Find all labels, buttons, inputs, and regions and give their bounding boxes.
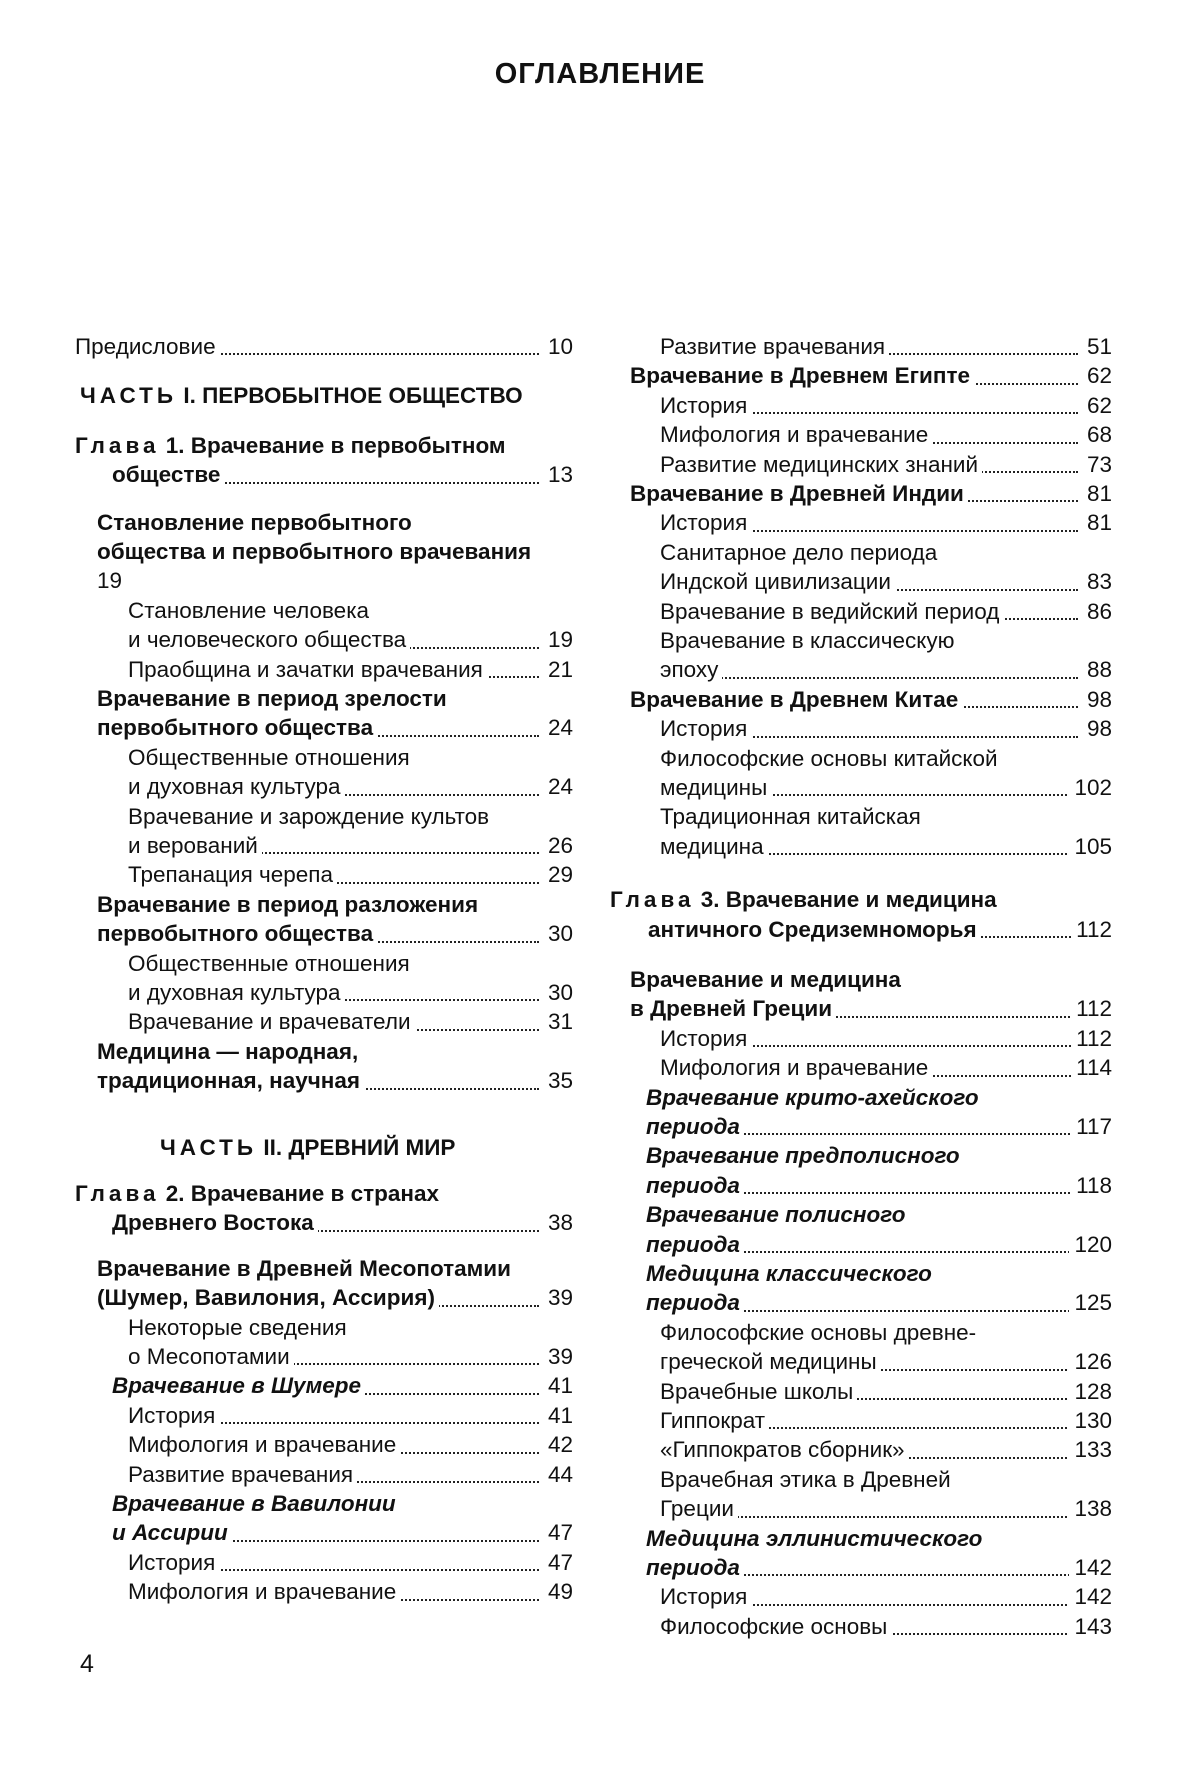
toc-entry[interactable] [75, 802, 573, 831]
toc-entry-title: Трепанация черепа [128, 860, 337, 889]
toc-left-column [75, 332, 573, 1682]
toc-entry[interactable] [75, 1371, 573, 1400]
toc-entry[interactable] [610, 1612, 1112, 1641]
toc-entry[interactable] [75, 743, 573, 772]
toc-entry-title: античного Средиземноморья [648, 915, 981, 944]
toc-page-number: 39 [543, 1342, 573, 1371]
toc-entry[interactable] [75, 1460, 573, 1489]
toc-entry[interactable] [610, 361, 1112, 390]
toc-entry-title: Мифология и врачевание [660, 420, 932, 449]
toc-entry-title: Врачевание полисного [646, 1202, 906, 1228]
toc-entry[interactable] [75, 1179, 573, 1208]
toc-page-number: 133 [1069, 1435, 1112, 1464]
toc-entry-title: Общественные отношения [128, 950, 410, 976]
toc-entry[interactable] [610, 1553, 1112, 1582]
toc-entry[interactable] [75, 1313, 573, 1342]
toc-entry-title: периода [646, 1112, 744, 1141]
toc-entry[interactable] [610, 1582, 1112, 1611]
toc-entry-title: греческой медицины [660, 1347, 881, 1376]
toc-page-number: 117 [1071, 1112, 1112, 1141]
toc-page-number: 19 [543, 625, 573, 654]
toc-entry[interactable] [610, 391, 1112, 420]
page-title: ОГЛАВЛЕНИЕ [494, 58, 706, 90]
toc-entry-title: Философские основы [660, 1612, 891, 1641]
toc-page-number: 98 [1082, 685, 1112, 714]
toc-entry-title: Врачевание в Древней Индии [630, 479, 968, 508]
toc-entry[interactable] [610, 1377, 1112, 1406]
toc-entry-title: Традиционная китайская [660, 804, 921, 830]
toc-entry[interactable] [75, 1007, 573, 1036]
toc-entry-title: Гиппократ [660, 1406, 769, 1435]
toc-entry-title: Врачевание и медицина [630, 967, 901, 992]
toc-page-number: 47 [543, 1548, 573, 1577]
toc-entry-title: Предисловие [75, 332, 220, 361]
part-heading: ЧАСТЬ II. ДРЕВНИЙ МИР [160, 1134, 456, 1160]
toc-entry-title: Философские основы древне- [660, 1319, 977, 1345]
toc-entry[interactable] [610, 1230, 1112, 1259]
toc-entry-title: и духовная культура [128, 978, 345, 1007]
toc-entry-title: История [128, 1548, 219, 1577]
toc-page-number: 102 [1069, 773, 1112, 802]
toc-entry[interactable] [610, 1024, 1112, 1053]
toc-entry-title: Врачевание в Шумере [112, 1371, 365, 1400]
toc-page-number: 62 [1082, 391, 1112, 420]
toc-entry-title: Врачевание и зарождение культов [128, 803, 490, 829]
toc-entry[interactable] [75, 508, 573, 537]
toc-entry-title: Общественные отношения [128, 744, 410, 770]
toc-page-number: 41 [543, 1401, 573, 1430]
toc-entry[interactable] [75, 1037, 573, 1066]
toc-entry-title: Мифология и врачевание [660, 1053, 932, 1082]
part-heading: ЧАСТЬ I. ПЕРВОБЫТНОЕ ОБЩЕСТВО [80, 383, 523, 409]
dot-leader [670, 677, 1078, 679]
toc-entry-title: История [128, 1401, 219, 1430]
toc-page-number: 112 [1071, 915, 1112, 944]
toc-entry[interactable] [75, 684, 573, 713]
toc-entry[interactable] [610, 332, 1112, 361]
toc-entry-title: периода [646, 1553, 744, 1582]
toc-entry[interactable] [75, 1342, 573, 1371]
toc-entry-title: Врачевание и врачеватели [128, 1007, 415, 1036]
toc-page-number: 128 [1069, 1377, 1112, 1406]
toc-entry-title: Санитарное дело периода [660, 539, 938, 565]
toc-entry-title: Глава 2. Врачевание в странах [75, 1181, 440, 1206]
toc-entry[interactable] [610, 450, 1112, 479]
toc-page-number: 13 [543, 460, 573, 489]
toc-entry-title: периода [646, 1288, 744, 1317]
toc-page-number: 24 [543, 713, 573, 742]
toc-entry-title: Врачевание крито-ахейского [646, 1084, 979, 1110]
toc-entry[interactable] [610, 655, 1112, 684]
toc-page-number: 35 [543, 1066, 573, 1095]
toc-entry-title: Становление первобытного [97, 509, 412, 535]
toc-page-number: 30 [543, 978, 573, 1007]
toc-entry[interactable] [75, 596, 573, 625]
toc-page-number: 21 [543, 655, 573, 684]
toc-entry-title: Медицина классического [646, 1261, 932, 1286]
toc-entry-title: Развитие медицинских знаний [660, 450, 982, 479]
toc-entry[interactable] [75, 1401, 573, 1430]
toc-entry[interactable] [610, 965, 1112, 994]
toc-entry-title: первобытного общества [97, 919, 377, 948]
toc-entry-title: Врачевание в ведийский период [660, 597, 1003, 626]
toc-entry-title: Некоторые сведения [128, 1314, 347, 1340]
toc-entry-title: Медицина эллинистического [646, 1525, 983, 1551]
toc-entry[interactable] [610, 773, 1112, 802]
toc-page-number: 24 [543, 772, 573, 801]
toc-entry-title: 19 [97, 568, 123, 594]
toc-entry[interactable] [75, 460, 573, 489]
toc-entry[interactable] [610, 1259, 1112, 1288]
toc-entry-title: Врачевание в Вавилонии [112, 1491, 396, 1516]
toc-entry-title: Философские основы китайской [660, 745, 998, 771]
toc-page-number: 73 [1082, 450, 1112, 479]
toc-entry[interactable] [75, 949, 573, 978]
toc-entry[interactable] [75, 381, 573, 410]
toc-page-number: 62 [1082, 361, 1112, 390]
toc-entry[interactable] [610, 1141, 1112, 1170]
toc-page-number: 44 [543, 1460, 573, 1489]
toc-entry-title: и духовная культура [128, 772, 345, 801]
toc-entry-title: История [660, 1582, 751, 1611]
toc-entry-title: первобытного общества [97, 713, 377, 742]
toc-page-number: 126 [1069, 1347, 1112, 1376]
toc-entry-title: Врачевание в Древней Месопотамии [97, 1255, 511, 1281]
toc-entry-title: общества и первобытного врачевания [97, 539, 532, 564]
toc-entry[interactable] [610, 567, 1112, 596]
toc-page-number: 31 [543, 1007, 573, 1036]
toc-entry[interactable] [75, 890, 573, 919]
toc-entry-title: традиционная, научная [97, 1066, 364, 1095]
toc-page-number: 49 [543, 1577, 573, 1606]
toc-page-number: 98 [1082, 714, 1112, 743]
toc-entry[interactable] [610, 508, 1112, 537]
toc-entry[interactable] [75, 919, 573, 948]
toc-entry[interactable] [610, 597, 1112, 626]
toc-entry[interactable] [75, 831, 573, 860]
toc-entry-title: медицина [660, 832, 768, 861]
toc-entry-title: и верований [128, 831, 262, 860]
toc-page-number: 130 [1069, 1406, 1112, 1435]
toc-entry[interactable] [610, 714, 1112, 743]
toc-entry-title: о Месопотамии [128, 1342, 294, 1371]
toc-page-number: 86 [1082, 597, 1112, 626]
toc-entry-title: Праобщина и зачатки врачевания [128, 655, 487, 684]
toc-entry[interactable] [75, 625, 573, 654]
toc-page-number: 143 [1069, 1612, 1112, 1641]
toc-page-number: 120 [1069, 1230, 1112, 1259]
toc-entry[interactable] [610, 994, 1112, 1023]
toc-entry[interactable] [610, 1053, 1112, 1082]
toc-entry-title: Врачевание в классическую [660, 628, 955, 653]
toc-entry-title: Индской цивилизации [660, 567, 895, 596]
toc-page-number: 81 [1082, 479, 1112, 508]
toc-entry-title: Развитие врачевания [128, 1460, 357, 1489]
toc-page-number: 112 [1071, 1024, 1112, 1053]
toc-entry[interactable] [75, 1518, 573, 1547]
toc-entry[interactable] [610, 538, 1112, 567]
toc-entry[interactable] [610, 1524, 1112, 1553]
toc-entry[interactable] [75, 1489, 573, 1518]
toc-entry-title: Врачевание в Древнем Египте [630, 361, 974, 390]
toc-entry[interactable] [610, 1494, 1112, 1523]
toc-page-number: 42 [543, 1430, 573, 1459]
toc-entry-title: Врачевание в Древнем Китае [630, 685, 962, 714]
toc-page-number: 51 [1082, 332, 1112, 361]
toc-right-column [610, 332, 1112, 1682]
toc-entry-title: медицины [660, 773, 771, 802]
toc-page-number: 83 [1082, 567, 1112, 596]
toc-entry[interactable] [610, 626, 1112, 655]
toc-page-number: 118 [1071, 1171, 1112, 1200]
toc-entry[interactable] [75, 772, 573, 801]
toc-page-number: 41 [543, 1371, 573, 1400]
toc-entry-title: Врачевание предполисного [646, 1143, 960, 1169]
toc-entry-title: Врачебная этика в Древней [660, 1466, 951, 1492]
toc-entry-title: обществе [112, 460, 224, 489]
toc-page-number: 68 [1082, 420, 1112, 449]
toc-page-number: 138 [1069, 1494, 1112, 1523]
toc-page-number: 38 [543, 1208, 573, 1237]
toc-entry[interactable] [610, 915, 1112, 944]
toc-page-number: 10 [543, 332, 573, 361]
toc-entry-title: Становление человека [128, 597, 370, 623]
toc-entry[interactable] [610, 1435, 1112, 1464]
toc-entry[interactable] [75, 1254, 573, 1283]
toc-entry-title: и Ассирии [112, 1518, 232, 1547]
toc-entry-title: Греции [660, 1494, 738, 1523]
toc-entry[interactable] [610, 744, 1112, 773]
toc-entry-title: Глава 1. Врачевание в первобытном [75, 432, 506, 458]
toc-entry[interactable] [75, 1548, 573, 1577]
toc-entry-title: Древнего Востока [112, 1208, 318, 1237]
toc-page-number: 29 [543, 860, 573, 889]
toc-entry-title: Врачебные школы [660, 1377, 857, 1406]
toc-entry[interactable] [610, 802, 1112, 831]
toc-entry[interactable] [75, 566, 573, 595]
toc-entry-title: периода [646, 1230, 744, 1259]
toc-entry[interactable] [75, 1430, 573, 1459]
toc-entry[interactable] [75, 713, 573, 742]
toc-entry[interactable] [610, 420, 1112, 449]
toc-entry-title: История [660, 1024, 751, 1053]
toc-entry[interactable] [610, 1465, 1112, 1494]
toc-page-number: 81 [1082, 508, 1112, 537]
toc-entry[interactable] [610, 1318, 1112, 1347]
toc-entry[interactable] [75, 537, 573, 566]
toc-entry-title: и человеческого общества [128, 625, 410, 654]
toc-page-number: 39 [543, 1283, 573, 1312]
toc-entry[interactable] [610, 1406, 1112, 1435]
toc-entry[interactable] [610, 1347, 1112, 1376]
toc-entry[interactable] [75, 1066, 573, 1095]
toc-entry-title: Глава 3. Врачевание и медицина [610, 887, 997, 913]
toc-entry-title: Врачевание в период зрелости [97, 686, 447, 711]
toc-page-number: 47 [543, 1518, 573, 1547]
toc-entry[interactable] [610, 832, 1112, 861]
toc-entry-title: Развитие врачевания [660, 332, 889, 361]
toc-entry[interactable] [75, 1133, 573, 1162]
toc-entry-title: эпоху [660, 655, 722, 684]
toc-entry-title: Мифология и врачевание [128, 1577, 400, 1606]
toc-entry[interactable] [75, 431, 573, 460]
toc-entry[interactable] [610, 685, 1112, 714]
toc-entry[interactable] [610, 1288, 1112, 1317]
toc-entry[interactable] [610, 1083, 1112, 1112]
toc-entry[interactable] [75, 1577, 573, 1606]
toc-entry-title: в Древней Греции [630, 994, 836, 1023]
toc-entry-title: Врачевание в период разложения [97, 891, 479, 917]
toc-page-number: 112 [1071, 994, 1112, 1023]
toc-entry-title: История [660, 714, 751, 743]
toc-page-number: 26 [543, 831, 573, 860]
page-number: 4 [80, 1650, 94, 1678]
toc-entry[interactable] [75, 860, 573, 889]
toc-page-number: 88 [1082, 655, 1112, 684]
toc-page-number: 30 [543, 919, 573, 948]
toc-entry[interactable] [610, 1171, 1112, 1200]
toc-entry-title: История [660, 391, 751, 420]
toc-entry-title: Медицина — народная, [97, 1038, 359, 1064]
toc-entry[interactable] [610, 479, 1112, 508]
toc-entry[interactable] [610, 1112, 1112, 1141]
toc-entry[interactable] [610, 885, 1112, 914]
toc-page-number: 142 [1069, 1582, 1112, 1611]
toc-entry-title: периода [646, 1171, 744, 1200]
toc-entry[interactable] [75, 332, 573, 361]
toc-entry-title: «Гиппократов сборник» [660, 1435, 909, 1464]
toc-page-number: 125 [1069, 1288, 1112, 1317]
toc-entry[interactable] [75, 1208, 573, 1237]
toc-entry[interactable] [75, 655, 573, 684]
toc-page-number: 142 [1069, 1553, 1112, 1582]
toc-entry[interactable] [75, 978, 573, 1007]
toc-page-number: 105 [1069, 832, 1112, 861]
toc-page-number: 114 [1071, 1053, 1112, 1082]
toc-entry-title: Мифология и врачевание [128, 1430, 400, 1459]
toc-entry[interactable] [610, 1200, 1112, 1229]
toc-entry-title: (Шумер, Вавилония, Ассирия) [97, 1283, 439, 1312]
toc-entry-title: История [660, 508, 751, 537]
toc-entry[interactable] [75, 1283, 573, 1312]
